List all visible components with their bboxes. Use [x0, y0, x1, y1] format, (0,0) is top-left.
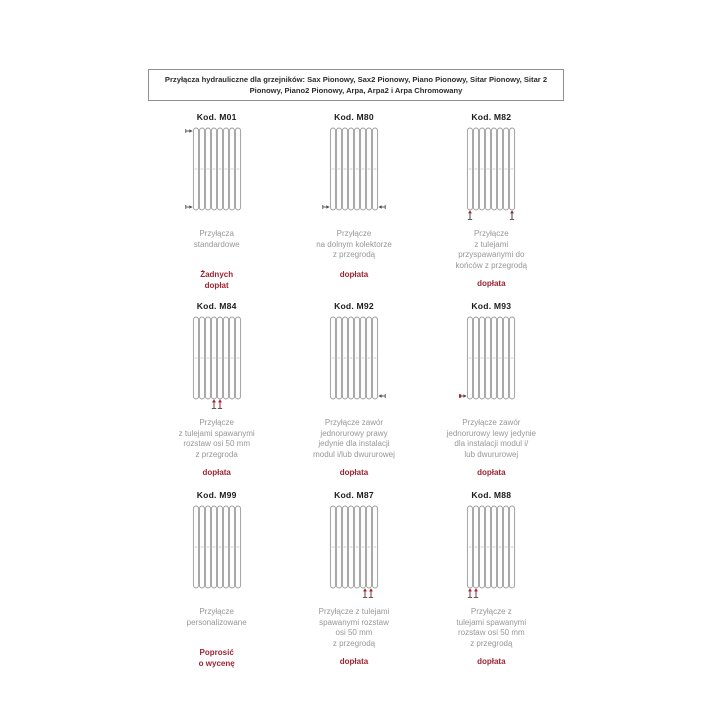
- variant-cell-m80: [285, 112, 422, 301]
- variant-cell-m87: [285, 490, 422, 679]
- variant-code: Kod. M87: [334, 490, 374, 500]
- variant-price-note: dopłata: [339, 468, 369, 478]
- variant-cell-m01: [148, 112, 285, 301]
- variant-price-note: dopłata: [202, 468, 231, 478]
- variant-description: Przyłącza standardowe: [193, 229, 240, 249]
- variant-price-note: Poprosić o wycenę: [198, 648, 235, 668]
- variant-code: Kod. M82: [471, 112, 512, 122]
- variant-code: Kod. M93: [471, 301, 512, 311]
- variant-code: Kod. M92: [334, 301, 374, 311]
- variant-cell-m84: [148, 301, 285, 490]
- radiator-diagram: [185, 502, 249, 602]
- variant-price-note: Żadnych dopłat: [200, 270, 234, 290]
- variant-description: Przyłącze na dolnym kolektorze z przegrodą: [316, 229, 392, 260]
- variant-code: Kod. M99: [196, 490, 237, 500]
- variant-grid: [148, 112, 560, 679]
- variant-cell-m82: [423, 112, 560, 301]
- variant-cell-m93: [423, 301, 560, 490]
- variant-code: Kod. M84: [196, 301, 237, 311]
- radiator-diagram: [459, 502, 523, 602]
- variant-description: Przyłącze z tulejami spawanymi rozstaw osi 50 mm z przegroda: [178, 418, 255, 459]
- variant-price-note: dopłata: [477, 468, 506, 478]
- variant-price-note: dopłata: [339, 270, 369, 279]
- radiator-diagram: [185, 313, 249, 413]
- variant-price-note: dopłata: [477, 279, 506, 289]
- variant-description: Przyłącze z tulejami spawanymi rozstaw osi 50 mm z przegrodą: [456, 607, 527, 648]
- variant-description: Przyłącze z tulejami przyspawanymi do końców z przegrodą: [455, 229, 528, 270]
- radiator-diagram: [322, 502, 386, 602]
- variant-description: Przyłącze zawór jednorurowy prawy jedynie dla instalacji modul i/lub dwururowej: [313, 418, 395, 459]
- variant-cell-m99: [148, 490, 285, 679]
- variant-description: Przyłącze z tulejami spawanymi rozstaw osi 50 mm z przegrodą: [318, 607, 390, 648]
- variant-cell-m88: [423, 490, 560, 679]
- radiator-diagram: [185, 124, 249, 224]
- header-title: Przyłącza hydrauliczne dla grzejników: Sax Pionowy, Sax2 Pionowy, Piano Pionowy, Sitar Pionowy, Sitar 2 Pionowy, Piano2 Pionowy, Arpa, Arpa2 i Arpa Chromowany: [164, 75, 548, 95]
- radiator-diagram: [322, 313, 386, 413]
- variant-code: Kod. M01: [196, 112, 237, 122]
- radiator-diagram: [459, 124, 523, 224]
- radiator-diagram: [322, 124, 386, 224]
- variant-price-note: dopłata: [339, 657, 369, 667]
- variant-description: Przyłącze zawór jednorurowy lewy jedynie dla instalacji modul i/ lub dwururowej: [446, 418, 537, 459]
- variant-price-note: dopłata: [477, 657, 506, 667]
- variant-code: Kod. M80: [334, 112, 374, 122]
- variant-cell-m92: [285, 301, 422, 490]
- radiator-diagram: [459, 313, 523, 413]
- header-title-box: [148, 69, 564, 101]
- variant-code: Kod. M88: [471, 490, 512, 500]
- variant-description: Przyłącze personalizowane: [186, 607, 247, 627]
